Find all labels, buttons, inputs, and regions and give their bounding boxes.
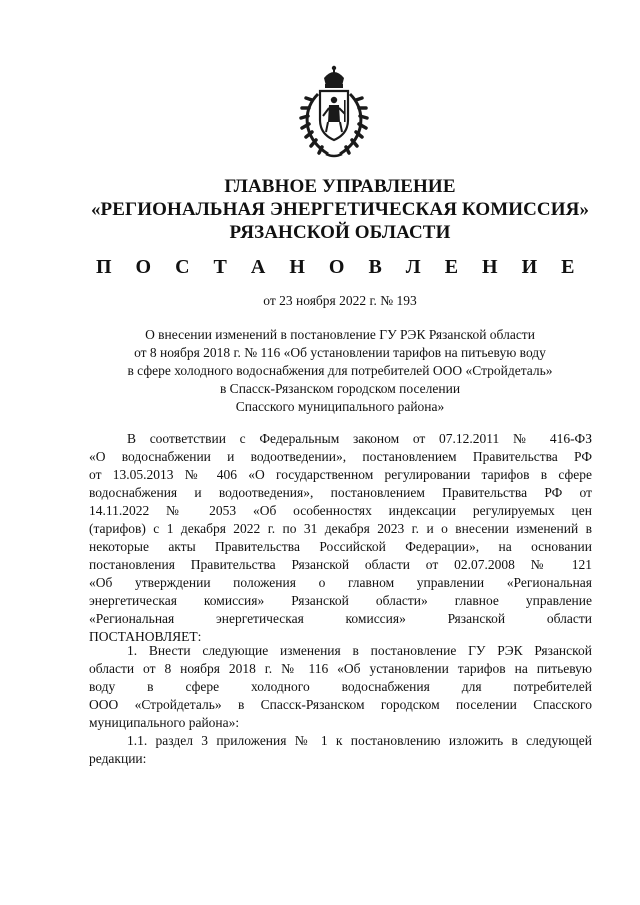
- preamble-paragraph: [89, 430, 592, 646]
- text-line: области от 8 ноября 2018 г. № 116 «Об установлении тарифов на питьевую: [89, 661, 592, 676]
- text-line: «Региональная энергетическая комиссия» Рязанской области: [89, 611, 592, 626]
- authority-name-line-1: ГЛАВНОЕ УПРАВЛЕНИЕ: [224, 176, 456, 197]
- document-type-title: П О С Т А Н О В Л Е Н И Е: [96, 256, 584, 278]
- subject-line: Спасского муниципального района»: [235, 399, 445, 414]
- item-1-paragraph: [89, 642, 592, 732]
- subject-line: от 8 ноября 2018 г. № 116 «Об установлении тарифов на питьевую воду: [134, 345, 546, 360]
- text-line: энергетическая комиссия» Рязанской области» главное управление: [89, 593, 592, 608]
- document-subject: [90, 326, 590, 416]
- subject-line: в Спасск-Рязанском городском поселении: [219, 381, 461, 396]
- item-1-1-paragraph: [89, 732, 592, 768]
- authority-name-line-3: РЯЗАНСКОЙ ОБЛАСТИ: [229, 222, 451, 243]
- text-line: (тарифов) с 1 декабря 2022 г. по 31 декабря 2023 г. и о внесении изменений в: [89, 521, 592, 536]
- text-line: «О водоснабжении и водоотведении», постановлением Правительства РФ: [89, 449, 592, 464]
- text-line: 1.1. раздел 3 приложения № 1 к постановлению изложить в следующей: [127, 733, 592, 748]
- subject-line: О внесении изменений в постановление ГУ РЭК Рязанской области: [145, 327, 535, 342]
- subject-line: в сфере холодного водоснабжения для потребителей ООО «Стройдеталь»: [127, 363, 553, 378]
- text-line: от 13.05.2013 № 406 «О государственном регулировании тарифов в сфере: [89, 467, 592, 482]
- coat-of-arms-emblem: [298, 64, 370, 160]
- text-line: ООО «Стройдеталь» в Спасск-Рязанском городском поселении Спасского: [89, 697, 592, 712]
- text-line: «Об утверждении положения о главном управлении «Региональная: [89, 575, 592, 590]
- text-line: 1. Внести следующие изменения в постановление ГУ РЭК Рязанской: [127, 643, 592, 658]
- authority-name-line-2: «РЕГИОНАЛЬНАЯ ЭНЕРГЕТИЧЕСКАЯ КОМИССИЯ»: [90, 199, 590, 220]
- text-line: воду в сфере холодного водоснабжения для потребителей: [89, 679, 592, 694]
- text-line: постановления Правительства Рязанской области от 02.07.2008 № 121: [89, 557, 592, 572]
- text-line: некоторые акты Правительства Российской Федерации», на основании: [89, 539, 592, 554]
- text-line: водоснабжения и водоотведения», постановлением Правительства РФ от: [89, 485, 592, 500]
- document-date-number: от 23 ноября 2022 г. № 193: [263, 293, 417, 308]
- text-line: ПОСТАНОВЛЯЕТ:: [89, 629, 202, 644]
- text-line: 14.11.2022 № 2053 «Об особенностях индексации регулируемых цен: [89, 503, 592, 518]
- text-line: муниципального района»:: [89, 715, 240, 730]
- text-line: редакции:: [89, 751, 147, 766]
- text-line: В соответствии с Федеральным законом от 07.12.2011 № 416-ФЗ: [127, 431, 592, 446]
